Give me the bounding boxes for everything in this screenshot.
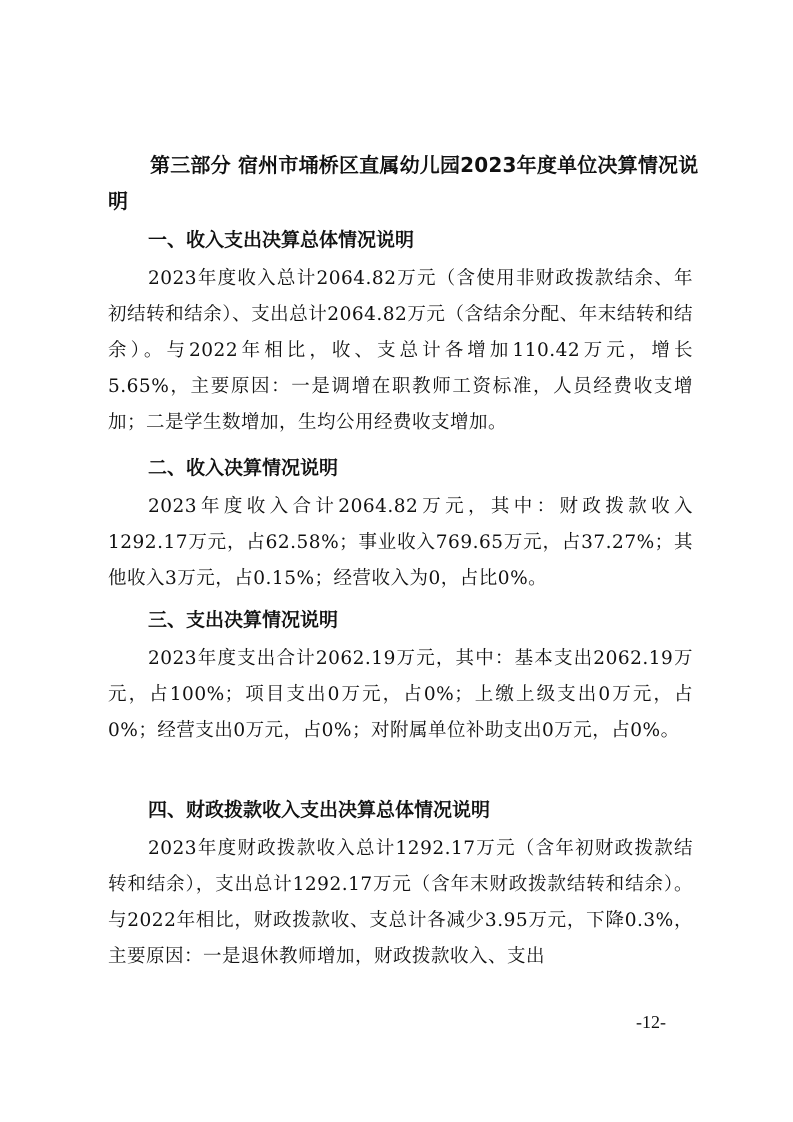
section-paragraph-2: 2023年度收入合计2064.82万元，其中：财政拨款收入1292.17万元，占62.58%；事业收入769.65万元，占37.27%；其他收入3万元，占0.15%；经营收入为0，占比0%。	[108, 496, 693, 589]
section-heading-1: 一、收入支出决算总体情况说明	[148, 229, 415, 251]
section-heading-2: 二、收入决算情况说明	[148, 457, 339, 479]
section-paragraph-1: 2023年度收入总计2064.82万元（含使用非财政拨款结余、年初结转和结余）、支出总计2064.82万元（含结余分配、年末结转和结余）。与2022年相比，收、支总计各增加110.42万元，增长5.65%，主要原因：一是调增在职教师工资标准，人员经费收支增加；二是学生数增加，生均公用经费收支增加。	[108, 268, 693, 433]
section-heading-3: 三、支出决算情况说明	[148, 609, 339, 631]
section-heading-4: 四、财政拨款收入支出决算总体情况说明	[148, 799, 491, 821]
section-paragraph-3: 2023年度支出合计2062.19万元，其中：基本支出2062.19万元，占100%；项目支出0万元，占0%；上缴上级支出0万元，占0%；经营支出0万元，占0%；对附属单位补助支出0万元，占0%。	[108, 648, 693, 741]
section-paragraph-4: 2023年度财政拨款收入总计1292.17万元（含年初财政拨款结转和结余），支出总计1292.17万元（含年末财政拨款结转和结余）。与2022年相比，财政拨款收、支总计各减少3.95万元，下降0.3%，主要原因：一是退休教师增加，财政拨款收入、支出	[108, 838, 693, 967]
page-number: -12-	[636, 1012, 666, 1032]
document-title: 第三部分 宿州市埇桥区直属幼儿园2023年度单位决算情况说明	[108, 153, 699, 213]
